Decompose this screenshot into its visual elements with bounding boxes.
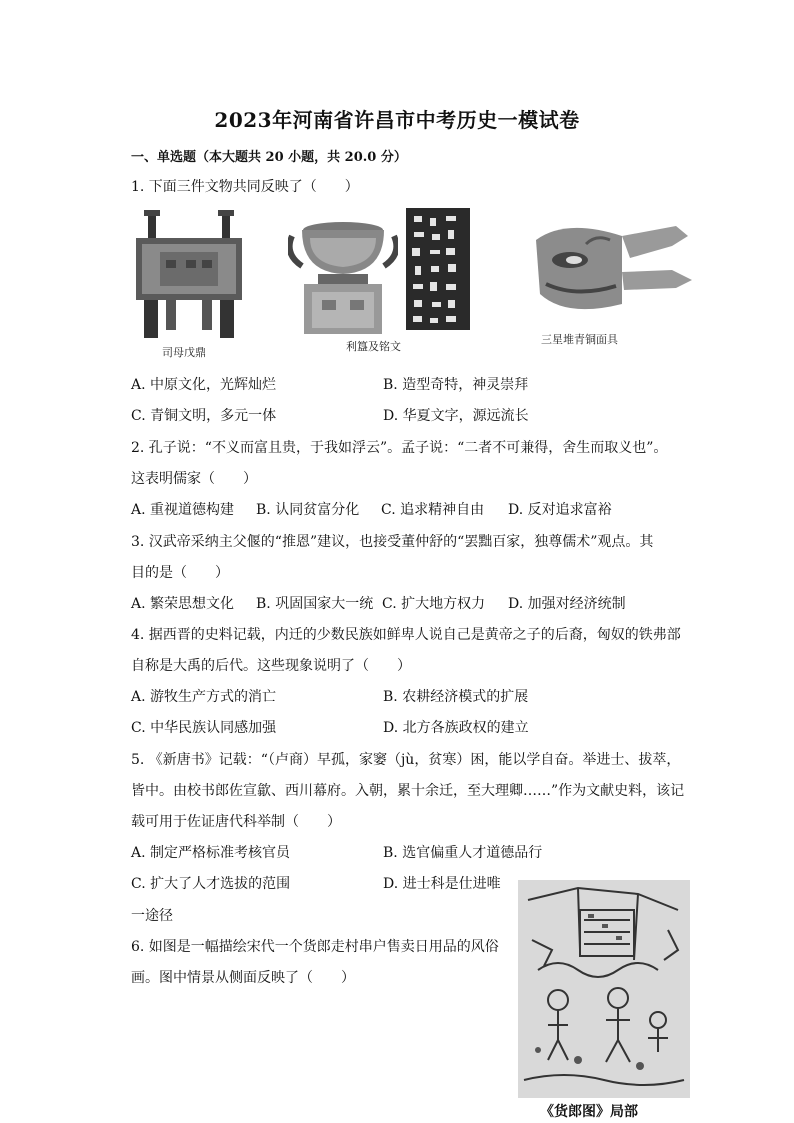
caption-li-gui: 利簋及铭文 xyxy=(346,340,401,353)
caption-sanxingdui-mask: 三星堆青铜面具 xyxy=(541,333,618,346)
q4-option-a[interactable]: A. 游牧生产方式的消亡 xyxy=(131,689,277,705)
q1-option-d[interactable]: D. 华夏文字，源远流长 xyxy=(383,408,529,424)
q6-stem-line2: 画。图中情景从侧面反映了（ ） xyxy=(131,970,355,986)
q4-stem-line2: 自称是大禹的后代。这些现象说明了（ ） xyxy=(131,658,411,674)
q3-option-d[interactable]: D. 加强对经济统制 xyxy=(508,596,626,612)
q4-option-d[interactable]: D. 北方各族政权的建立 xyxy=(383,720,529,736)
q3-option-c[interactable]: C. 扩大地方权力 xyxy=(382,596,486,612)
huolang-painting-image xyxy=(518,880,690,1098)
q1-stem: 1. 下面三件文物共同反映了（ ） xyxy=(131,179,359,195)
q1-option-a[interactable]: A. 中原文化，光辉灿烂 xyxy=(131,377,277,393)
inscription-rubbing-image xyxy=(406,208,470,330)
q2-stem-line1: 2. 孔子说：“不义而富且贵，于我如浮云”。孟子说：“二者不可兼得，舍生而取义也”。 xyxy=(131,440,668,456)
section-heading: 一、单选题（本大题共 20 小题，共 20.0 分） xyxy=(131,150,407,165)
q3-stem-line2: 目的是（ ） xyxy=(131,565,229,581)
q5-option-b[interactable]: B. 选官偏重人才道德品行 xyxy=(383,845,543,861)
q4-option-c[interactable]: C. 中华民族认同感加强 xyxy=(131,720,277,736)
q5-option-a[interactable]: A. 制定严格标准考核官员 xyxy=(131,845,291,861)
q3-stem-line1: 3. 汉武帝采纳主父偃的“推恩”建议，也接受董仲舒的“罢黜百家，独尊儒术”观点。其 xyxy=(131,534,654,550)
q4-stem-line1: 4. 据西晋的史料记载，内迁的少数民族如鲜卑人说自己是黄帝之子的后裔，匈奴的铁弗部 xyxy=(131,627,681,643)
q2-option-c[interactable]: C. 追求精神自由 xyxy=(381,502,485,518)
q2-option-a[interactable]: A. 重视道德构建 xyxy=(131,502,235,518)
q5-option-d[interactable]: D. 进士科是仕进唯 xyxy=(383,876,501,892)
q2-option-b[interactable]: B. 认同贫富分化 xyxy=(256,502,360,518)
q6-stem-line1: 6. 如图是一幅描绘宋代一个货郎走村串户售卖日用品的风俗 xyxy=(131,939,499,955)
li-gui-image xyxy=(288,212,398,334)
q4-option-b[interactable]: B. 农耕经济模式的扩展 xyxy=(383,689,529,705)
q2-option-d[interactable]: D. 反对追求富裕 xyxy=(508,502,612,518)
caption-huolang-painting: 《货郎图》局部 xyxy=(540,1104,638,1120)
q2-stem-line2: 这表明儒家（ ） xyxy=(131,471,257,487)
sanxingdui-mask-image xyxy=(526,214,698,324)
q1-option-b[interactable]: B. 造型奇特，神灵崇拜 xyxy=(383,377,529,393)
exam-title: 2023年河南省许昌市中考历史一模试卷 xyxy=(214,108,580,132)
simuwu-ding-image xyxy=(130,208,248,343)
q3-option-a[interactable]: A. 繁荣思想文化 xyxy=(131,596,235,612)
q3-option-b[interactable]: B. 巩固国家大一统 xyxy=(256,596,374,612)
q5-stem-line2: 皆中。由校书郎佐宣歙、西川幕府。入朝，累十余迁，至大理卿……”作为文献史料，该记 xyxy=(131,783,685,799)
q5-option-d-continued: 一途径 xyxy=(131,908,173,924)
q5-option-c[interactable]: C. 扩大了人才选拔的范围 xyxy=(131,876,291,892)
q5-stem-line1: 5. 《新唐书》记载：“（卢商）早孤，家窭（jù，贫寒）困，能以学自奋。举进士、拔萃， xyxy=(131,752,681,768)
q5-stem-line3: 载可用于佐证唐代科举制（ ） xyxy=(131,814,341,830)
q1-option-c[interactable]: C. 青铜文明，多元一体 xyxy=(131,408,277,424)
caption-simuwu-ding: 司母戊鼎 xyxy=(162,346,206,359)
